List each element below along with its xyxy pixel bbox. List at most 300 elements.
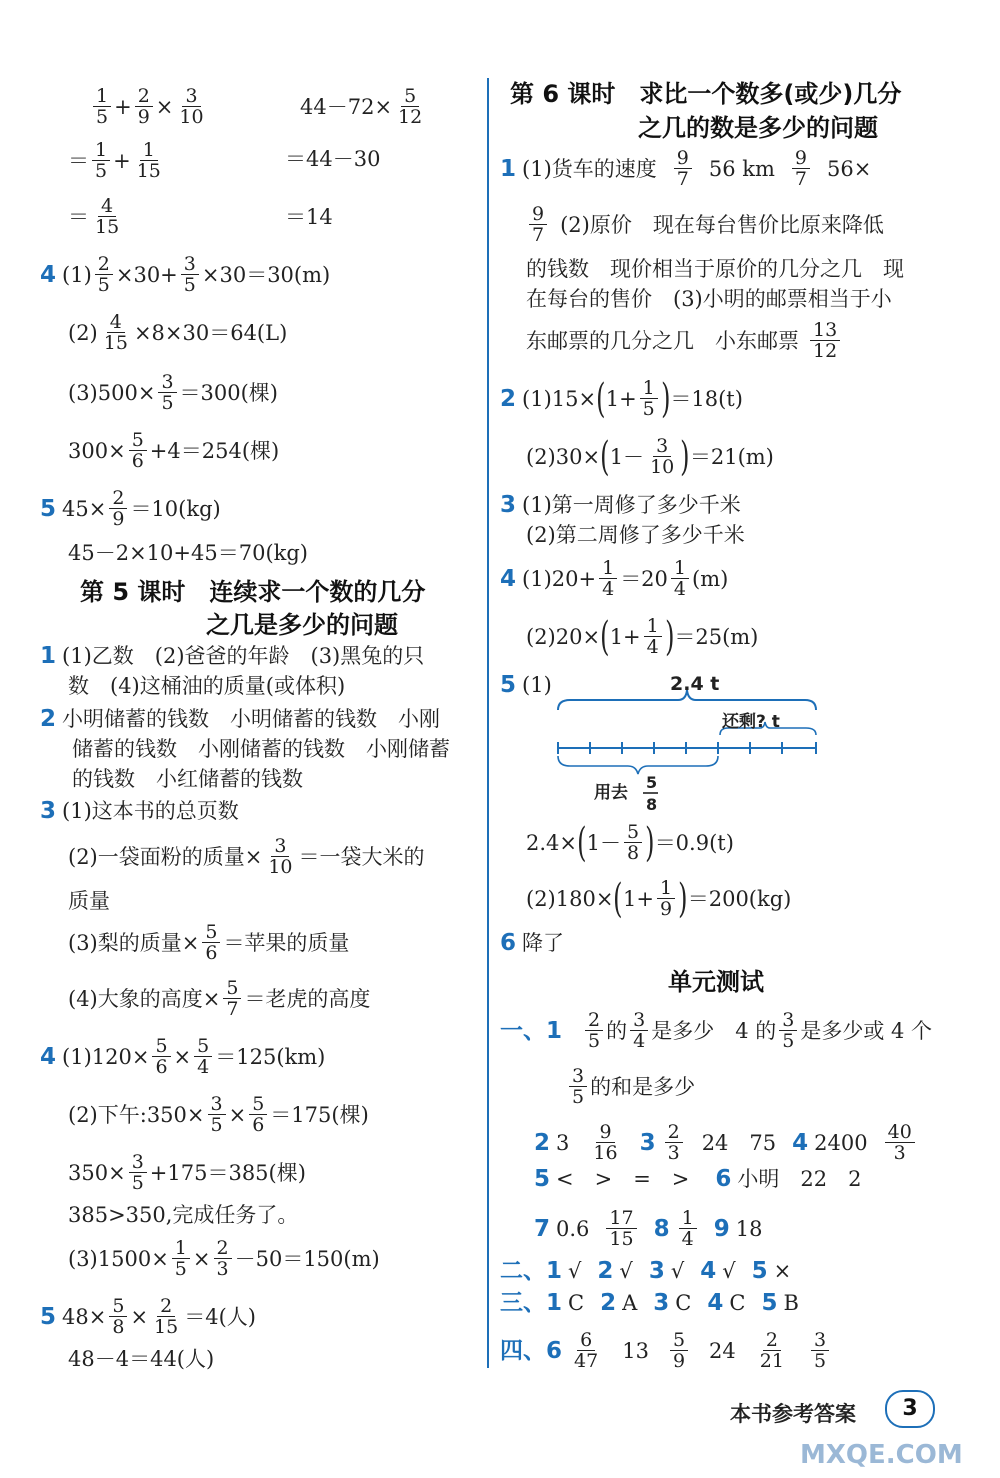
text: 56× [827,156,872,181]
denominator: 4 [646,636,659,658]
u7-line [534,1208,762,1249]
question-number: 1 [500,155,517,182]
question-number: 2 [500,385,517,412]
text: 3 [556,1130,570,1155]
fraction [194,1036,212,1077]
expr-line-1 [90,86,210,127]
text: 24 75 [701,1130,777,1155]
numerator: 2 [157,1296,175,1317]
fraction [679,1208,697,1249]
numerator: 3 [129,1152,147,1173]
fraction [757,1330,787,1371]
text: ＝125(km) [215,1044,326,1069]
denominator: 15 [136,160,161,182]
denominator: 21 [759,1350,784,1372]
text: + [114,94,132,119]
used-fraction-denominator: 8 [646,795,658,814]
fraction [223,978,241,1019]
question-number: 6 [715,1166,732,1192]
question-number: 5 [40,495,57,522]
text: < > = > [556,1167,690,1191]
s5-line-1 [40,1296,256,1337]
text: B [783,1291,799,1315]
text: +175＝385(棵) [149,1160,306,1185]
text: ＝一袋大米的 [298,844,425,869]
text: 300× [68,438,126,463]
u2-line [534,1122,918,1163]
text: 13 [622,1338,649,1363]
numerator: 5 [194,1036,212,1057]
denominator: 5 [782,1030,795,1052]
text: (2)一袋面粉的质量× [68,844,263,869]
fraction [109,488,127,529]
f-line [500,1330,832,1371]
text: 18 [735,1216,763,1241]
numerator: 1 [640,378,658,399]
s4-line-2 [68,1094,369,1135]
numerator: 9 [674,148,692,169]
denominator: 9 [112,508,125,530]
e-line [500,1258,791,1284]
r4-line-1 [500,558,728,599]
text: × [130,1304,149,1329]
used-label: 用去 [594,783,628,803]
question-number: 4 [700,1258,717,1284]
r3-line-1 [500,492,741,518]
question-number: 4 [500,565,517,592]
numerator: 1 [172,1238,190,1259]
text: (2) [68,320,98,345]
text: +4＝254(棵) [149,438,280,463]
denominator: 15 [154,1316,179,1338]
text: + [113,148,131,173]
text: 是多少或 4 个 [800,1018,933,1043]
r1-line-5 [526,320,843,361]
numerator: 5 [401,86,419,107]
denominator: 5 [183,274,196,296]
text: (1) [62,262,92,287]
text: 24 [709,1338,736,1363]
denominator: 7 [532,224,545,246]
text: (3)梨的质量× [68,930,200,955]
fraction [151,1296,181,1337]
s4-line-4 [68,1202,298,1228]
denominator: 5 [174,1258,187,1280]
text: (1)15× [522,386,597,411]
text: (2)20× [526,624,601,649]
text: (2)第二周修了多少千米 [526,523,745,547]
text: 44－72× [300,94,393,119]
denominator: 12 [398,106,423,128]
question-number: 5 [761,1290,778,1316]
text: (1)这本书的总页数 [62,799,239,823]
fraction [792,148,810,189]
question-number: 3 [500,492,517,518]
remaining-label: 还剩? t [722,712,780,732]
question-number: 5 [500,672,517,698]
u5-line [534,1166,862,1192]
numerator: 5 [249,1094,267,1115]
section-6-title-1: 第 6 课时 求比一个数多(或少)几分 [510,80,902,108]
text: √ [722,1259,736,1283]
used-fraction-numerator: 5 [646,773,658,792]
q4-line-2 [68,312,287,353]
text: 56 km [708,156,775,181]
r4-line-2 [526,613,759,660]
text: ＝14 [285,205,333,229]
denominator: 4 [197,1056,210,1078]
text: × [192,1246,211,1271]
numerator: 1 [657,878,675,899]
denominator: 9 [672,1350,686,1372]
r2-line-1 [500,375,743,422]
text: 45× [62,496,107,521]
text: ＝0.9(t) [654,830,734,855]
right-paren: ) [664,613,675,660]
fraction [181,254,199,295]
denominator: 9 [660,898,673,920]
text: 质量 [68,889,110,913]
question-number: 二、1 [500,1258,563,1284]
fraction [624,822,642,863]
denominator: 10 [179,106,204,128]
text: (1)20+ [522,566,597,591]
text: C [729,1291,746,1315]
text: ＝ [68,148,89,173]
denominator: 6 [252,1114,265,1136]
text: 385>350,完成任务了。 [68,1203,299,1227]
text: × [155,94,174,119]
numerator: 40 [885,1122,915,1143]
text: √ [568,1259,582,1283]
fraction [665,1122,683,1163]
numerator: 3 [158,372,176,393]
fraction [606,1208,636,1249]
expr-line-3 [68,196,125,237]
numerator: 5 [129,430,147,451]
text: × [228,1102,247,1127]
text: 的 [606,1018,628,1043]
fraction [599,558,617,599]
numerator: 1 [679,1208,697,1229]
numerator: 1 [644,616,662,637]
text: (2)原价 现在每台售价比原来降低 [560,212,884,237]
q5-line-2 [68,540,308,566]
fraction [93,86,111,127]
numerator: 2 [585,1010,603,1031]
question-number: 3 [648,1258,665,1284]
fraction [585,1010,603,1051]
denominator: 3 [893,1142,906,1164]
text: ×8×30＝64(L) [133,320,288,345]
question-number: 6 [500,930,517,956]
r5-line-2 [526,819,734,866]
column-divider [487,78,489,1368]
text: ＝20 [620,566,668,591]
s4-line-1 [40,1036,325,1077]
text: (2)180× [526,886,614,911]
text: －50＝150(m) [234,1246,380,1271]
denominator: 5 [131,1172,144,1194]
fraction [647,436,677,477]
fraction [571,1330,601,1371]
fraction [214,1238,232,1279]
right-paren: ) [678,875,688,922]
text: 1+ [623,886,655,911]
numerator: 9 [596,1122,614,1143]
numerator: 5 [624,822,642,843]
denominator: 3 [667,1142,680,1164]
denominator: 7 [794,168,807,190]
fraction [590,1122,620,1163]
r1-line-3 [526,256,904,282]
fraction [885,1122,915,1163]
fraction [670,1330,688,1371]
fraction [172,1238,190,1279]
denominator: 15 [103,332,128,354]
question-number: 5 [534,1166,551,1192]
numerator: 6 [577,1330,595,1351]
left-paren: ( [600,433,610,480]
r2-line-2 [526,433,774,480]
question-number: 4 [792,1129,809,1156]
text: 2.4× [526,830,577,855]
text: (2)30× [526,444,601,469]
total-label: 2.4 t [670,673,720,695]
question-number: 9 [713,1215,730,1242]
text: (1)120× [62,1044,150,1069]
question-number: 2 [600,1290,617,1316]
s3-line-5 [68,978,370,1019]
s3-line-4 [68,922,349,963]
text: 小明储蓄的钱数 小明储蓄的钱数 小刚 [62,707,441,731]
question-number: 3 [639,1129,656,1156]
fraction [129,430,147,471]
denominator: 4 [633,1030,646,1052]
fraction [569,1066,587,1107]
question-number: 2 [597,1258,614,1284]
expr-line-2b [285,146,380,172]
fraction [176,86,206,127]
text: ＝44－30 [285,147,381,171]
numerator: 2 [665,1122,683,1143]
t-line [500,1290,799,1316]
text: ＝10(kg) [130,496,221,521]
text: 1+ [605,386,637,411]
text: 2400 [814,1130,868,1155]
s5-line-2 [68,1346,214,1372]
numerator: 17 [606,1208,636,1229]
text: 的钱数 现价相当于原价的几分之几 现 [526,257,904,281]
fraction [109,1296,127,1337]
r5-line-3 [526,875,792,922]
text: √ [619,1259,633,1283]
text: C [675,1291,692,1315]
line-segment-diagram [550,670,825,815]
left-paren: ( [596,375,606,422]
fraction [810,320,840,361]
question-number: 5 [40,1303,57,1330]
text: 48－4＝44(人) [68,1347,215,1371]
numerator: 2 [214,1238,232,1259]
text: 数 (4)这桶油的质量(或体积) [68,674,346,698]
s1-line-2 [68,673,345,699]
r1-line-1 [500,148,871,189]
text: ＝21(m) [689,444,774,469]
denominator: 10 [650,456,675,478]
denominator: 12 [813,340,838,362]
s4-line-5 [68,1238,380,1279]
numerator: 3 [630,1010,648,1031]
text: ＝25(m) [674,624,759,649]
text: 48× [62,1304,107,1329]
text: ＝300(棵) [179,380,278,405]
text: 1－ [609,444,645,469]
numerator: 1 [671,558,689,579]
denominator: 4 [681,1228,694,1250]
denominator: 6 [155,1056,168,1078]
denominator: 5 [588,1030,601,1052]
numerator: 1 [140,140,158,161]
denominator: 5 [210,1114,223,1136]
numerator: 2 [135,86,153,107]
denominator: 9 [137,106,150,128]
text: 储蓄的钱数 小刚储蓄的钱数 小刚储蓄 [72,737,450,761]
denominator: 6 [205,942,218,964]
u1-line-1 [500,1010,932,1051]
numerator: 3 [271,836,289,857]
numerator: 4 [107,312,125,333]
s3-line-2 [68,836,425,877]
footer-label: 本书参考答案 [730,1402,856,1426]
text: 在每台的售价 (3)小明的邮票相当于小 [526,287,892,311]
denominator: 5 [95,160,108,182]
expr-line-1b [300,86,428,127]
numerator: 5 [223,978,241,999]
q4-line-3 [68,372,278,413]
right-paren: ) [660,375,671,422]
text: (1) [522,673,552,697]
question-number: 7 [534,1215,551,1242]
q4-line-4 [68,430,279,471]
text: 1+ [609,624,641,649]
question-number: 3 [653,1290,670,1316]
fraction [630,1010,648,1051]
question-number: 四、6 [500,1337,563,1364]
denominator: 5 [96,106,109,128]
numerator: 5 [109,1296,127,1317]
question-number: 3 [40,798,57,824]
denominator: 4 [673,578,687,600]
text: ×30+ [115,262,178,287]
question-number: 2 [534,1129,551,1156]
right-paren: ) [680,433,690,480]
fraction [134,140,164,181]
text: ×30＝30(m) [201,262,331,287]
text: √ [670,1259,685,1283]
left-paren: ( [600,613,610,660]
s2-line-2 [72,736,450,762]
numerator: 2 [109,488,127,509]
fraction [135,86,153,127]
r6-line [500,930,564,956]
text: × [173,1044,192,1069]
denominator: 5 [161,392,174,414]
denominator: 5 [813,1350,827,1372]
text: ＝4(人) [184,1304,256,1329]
fraction [101,312,131,353]
text: × [773,1259,792,1283]
left-paren: ( [613,875,623,922]
u1-line-2 [566,1066,695,1107]
s3-line-1 [40,798,239,824]
fraction [640,378,658,419]
right-paren: ) [645,819,655,866]
text: (1)乙数 (2)爸爸的年龄 (3)黑兔的只 [62,644,425,668]
s4-line-3 [68,1152,306,1193]
question-number: 4 [707,1290,724,1316]
s3-line-3 [68,888,110,914]
denominator: 10 [268,856,293,878]
fraction [249,1094,267,1135]
denominator: 7 [226,998,239,1020]
numerator: 3 [208,1094,226,1115]
fraction [657,878,675,919]
denominator: 7 [676,168,689,190]
fraction [92,140,110,181]
fraction [779,1010,797,1051]
text: 小明 22 2 [737,1167,862,1191]
s1-line-1 [40,643,424,669]
text: 的钱数 小红储蓄的钱数 [72,767,303,791]
denominator: 5 [97,274,110,296]
numerator: 5 [152,1036,170,1057]
text: ＝200(kg) [687,886,792,911]
numerator: 3 [653,436,671,457]
text: 1－ [586,830,621,855]
denominator: 4 [602,578,615,600]
text: ＝老虎的高度 [244,986,371,1011]
text: 的和是多少 [590,1074,696,1099]
text: 是多少 4 的 [651,1018,777,1043]
text: ＝ [68,204,89,229]
q4-line-1 [40,254,330,295]
denominator: 3 [216,1258,229,1280]
watermark: MXQE.COM [800,1440,963,1470]
denominator: 6 [131,450,144,472]
numerator: 2 [95,254,113,275]
text: (3)1500× [68,1246,169,1271]
text: 0.6 [556,1216,590,1241]
s2-line-3 [72,766,303,792]
page-number: 3 [885,1390,935,1428]
text: ＝18(t) [670,386,743,411]
fraction [152,1036,170,1077]
used-brace [558,756,718,774]
denominator: 47 [574,1350,599,1372]
numerator: 3 [779,1010,797,1031]
fraction [202,922,220,963]
section-5-title-2: 之几是多少的问题 [206,611,398,639]
numerator: 3 [182,86,200,107]
text: (1)货车的速度 [522,156,657,181]
r1-line-2 [526,204,884,245]
text: ＝苹果的质量 [223,930,350,955]
question-number: 1 [40,643,57,669]
text: 降了 [522,931,565,955]
numerator: 1 [92,140,110,161]
question-number: 4 [40,261,57,288]
